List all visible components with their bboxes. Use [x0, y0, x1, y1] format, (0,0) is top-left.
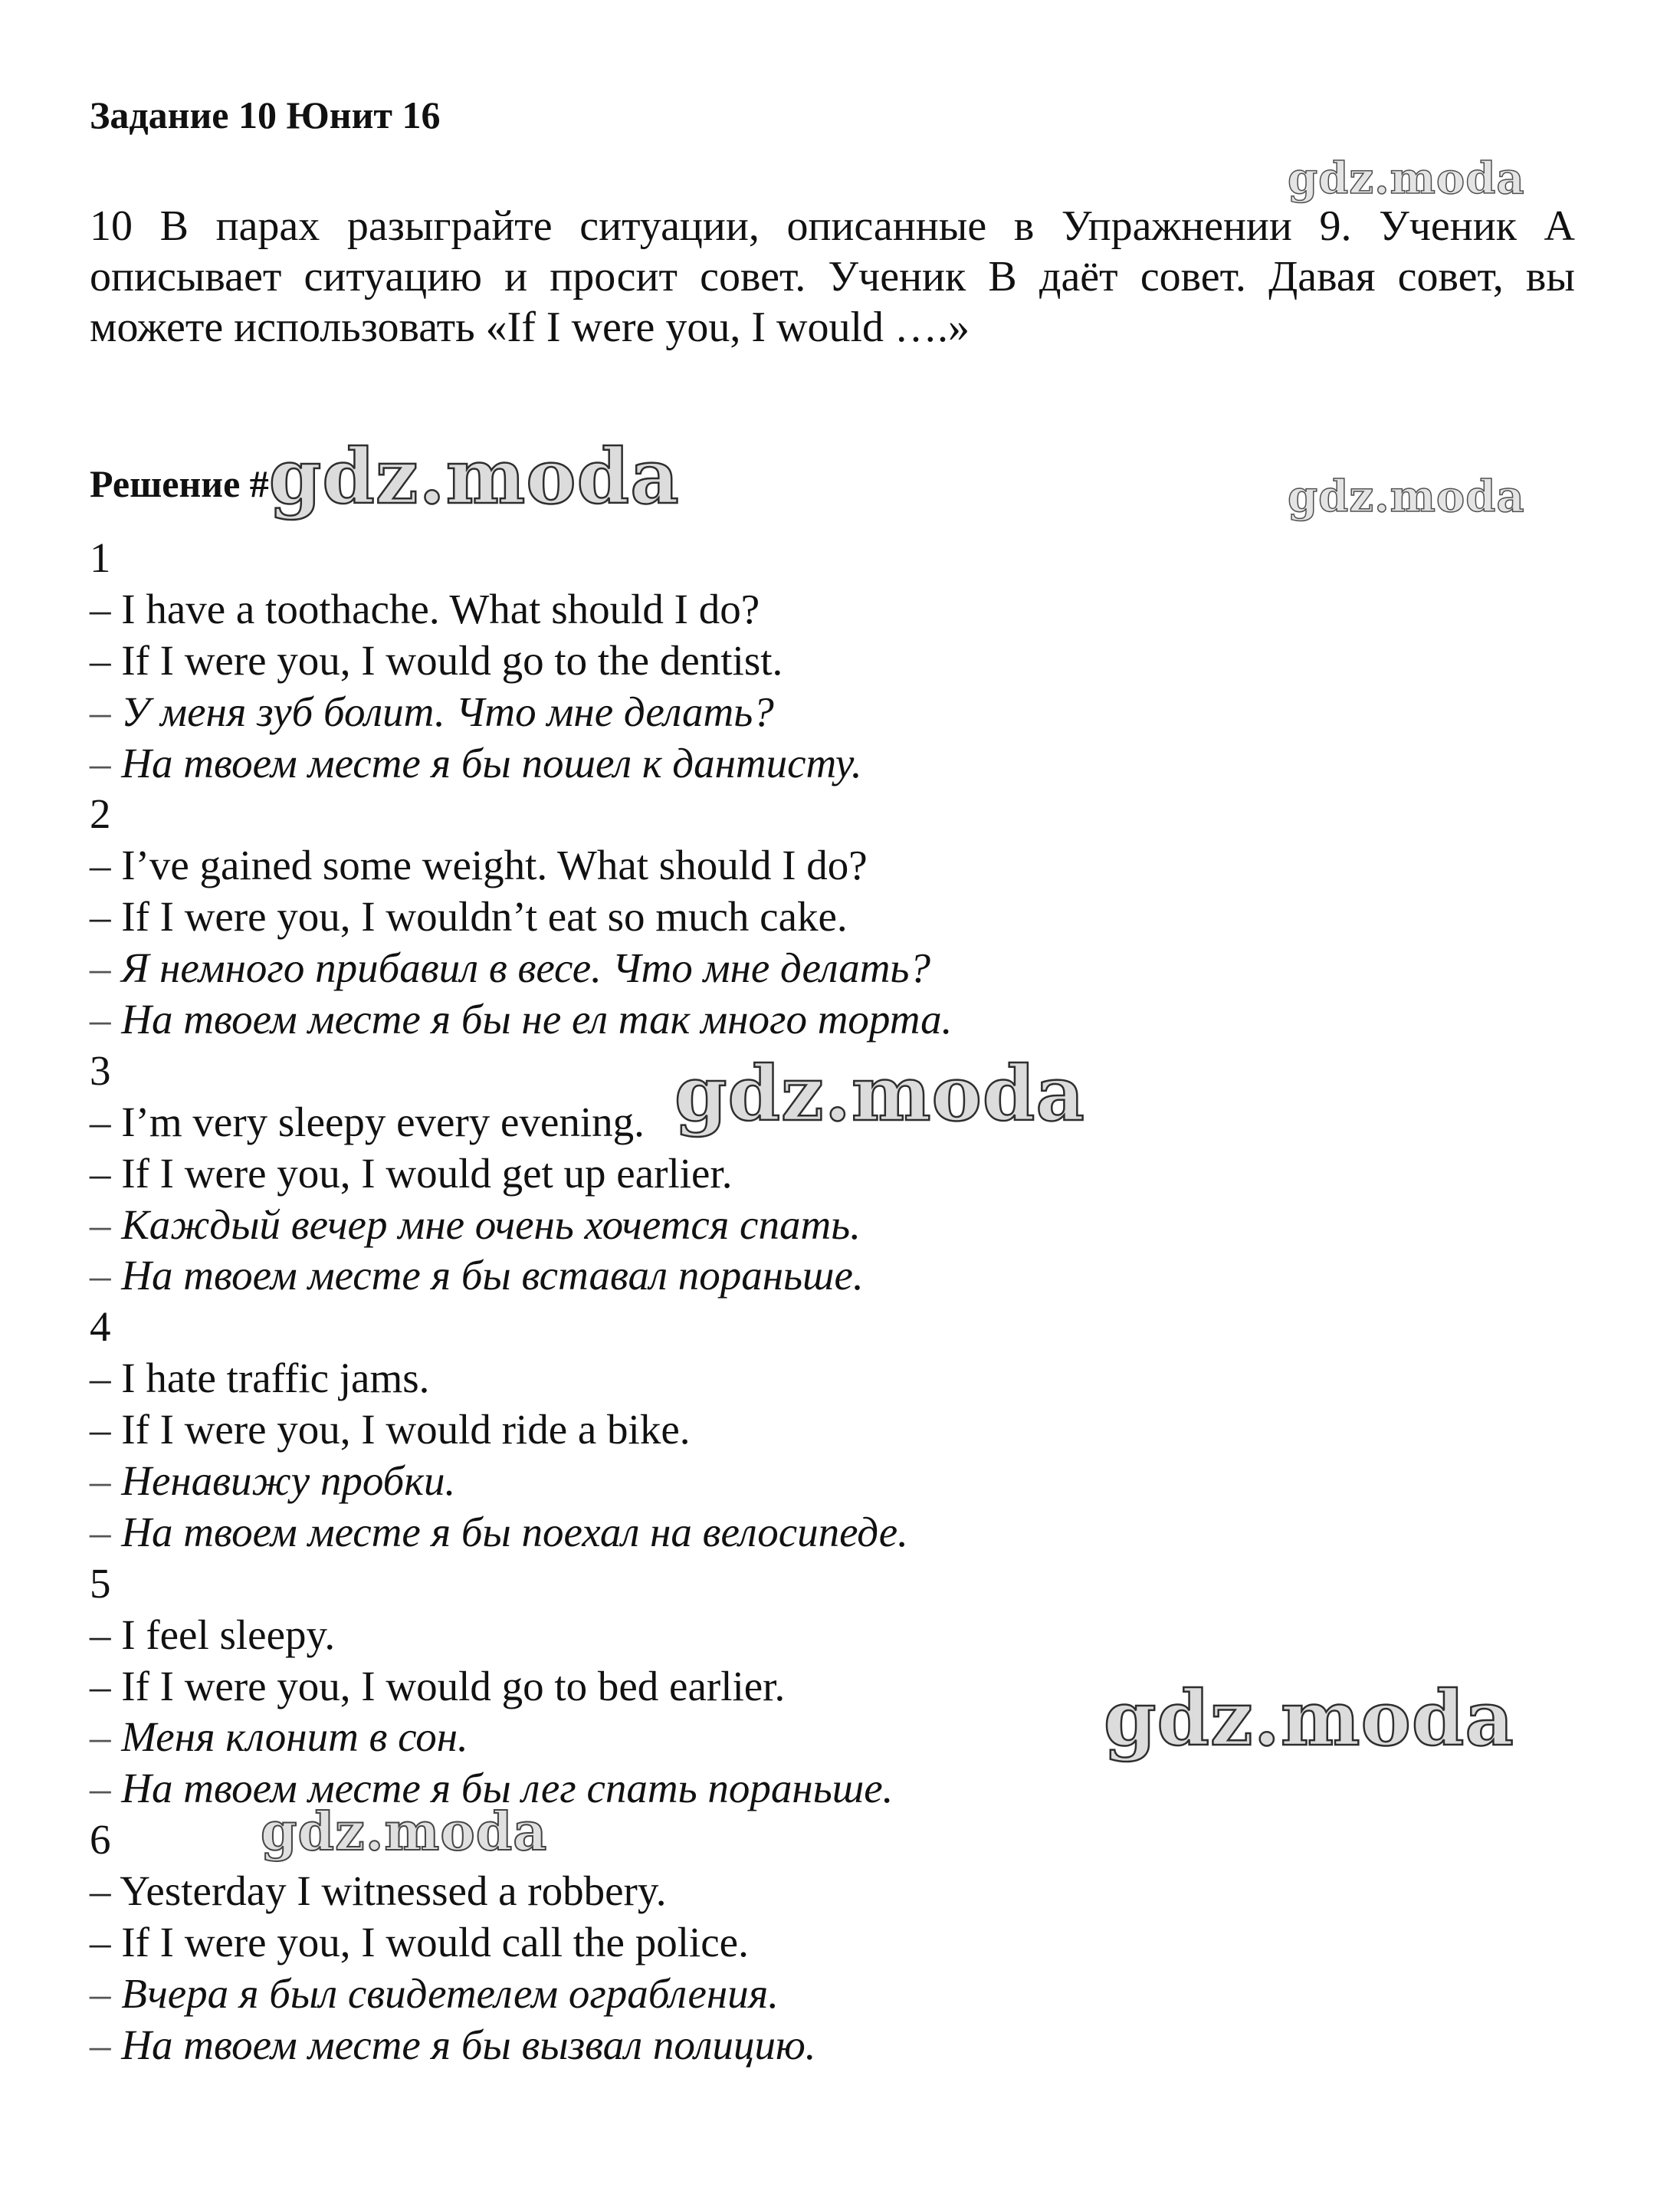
dialogue-text: I’ve gained some weight. What should I do?	[121, 842, 868, 889]
answer-number: 2	[90, 790, 111, 838]
dialogue-text: На твоем месте я бы не ел так много торта.	[121, 996, 953, 1043]
dialogue-text: На твоем месте я бы вызвал полицию.	[121, 2021, 816, 2068]
answer-line-translation	[90, 943, 1546, 994]
answer-number: 3	[90, 1046, 111, 1094]
answer-number: 6	[90, 1816, 111, 1864]
dialogue-dash: –	[90, 1355, 111, 1402]
dialogue-dash: –	[90, 1098, 111, 1145]
task-description	[90, 201, 1575, 353]
dialogue-text: Ненавижу пробки.	[121, 1457, 456, 1505]
dialogue-dash: –	[90, 1457, 111, 1505]
dialogue-dash: –	[90, 636, 111, 684]
page-title: Задание 10 Юнит 16	[90, 94, 441, 136]
answer-line-english	[90, 1353, 1546, 1404]
dialogue-text: I have a toothache. What should I do?	[121, 585, 760, 632]
dialogue-dash: –	[90, 1662, 111, 1709]
answer-line-translation	[90, 738, 1546, 790]
dialogue-dash: –	[90, 1252, 111, 1299]
answer-line-translation	[90, 1507, 1546, 1558]
watermark-logo: gdz.moda	[1288, 153, 1525, 204]
dialogue-dash: –	[90, 1149, 111, 1197]
dialogue-dash: –	[90, 1969, 111, 2017]
dialogue-text: На твоем месте я бы вставал пораньше.	[121, 1252, 864, 1299]
dialogue-dash: –	[90, 1713, 111, 1761]
answer-line-english	[90, 1917, 1546, 1969]
dialogue-text: If I were you, I would go to the dentist.	[121, 636, 783, 684]
dialogue-dash: –	[90, 1611, 111, 1658]
answer-line-translation	[90, 1250, 1546, 1302]
answer-line-english	[90, 635, 1546, 687]
dialogue-dash: –	[90, 996, 111, 1043]
dialogue-text: Yesterday I witnessed a robbery.	[120, 1867, 667, 1915]
dialogue-text: I feel sleepy.	[121, 1611, 336, 1658]
answer-line-translation	[90, 994, 1546, 1046]
watermark-logo: gdz.moda	[268, 433, 680, 521]
dialogue-text: Меня клонит в сон.	[121, 1713, 468, 1761]
dialogue-dash: –	[90, 842, 111, 889]
answer-line-english	[90, 840, 1546, 892]
dialogue-dash: –	[90, 1867, 111, 1915]
answer-line-english	[90, 1404, 1546, 1456]
dialogue-dash: –	[90, 1200, 111, 1248]
watermark-logo: gdz.moda	[1288, 471, 1525, 522]
task-line: описывает ситуацию и просит совет. Ученик В даёт совет. Давая совет, вы	[90, 253, 1575, 300]
dialogue-dash: –	[90, 1508, 111, 1555]
dialogue-dash: –	[90, 944, 111, 992]
watermark-logo: gdz.moda	[674, 1050, 1085, 1138]
watermark-logo: gdz.moda	[261, 1801, 548, 1863]
dialogue-dash: –	[90, 688, 111, 735]
solution-label-text: Решение #	[90, 462, 269, 505]
dialogue-text: I hate traffic jams.	[121, 1355, 430, 1402]
answer-line-translation	[90, 1969, 1546, 2020]
dialogue-dash: –	[90, 2021, 111, 2068]
answer-line-english	[90, 1148, 1546, 1200]
answer-line-translation	[90, 1200, 1546, 1251]
dialogue-text: If I were you, I would call the police.	[121, 1919, 749, 1966]
answer-line-english	[90, 1866, 1546, 1917]
answer-line-translation	[90, 1456, 1546, 1507]
dialogue-dash: –	[90, 1406, 111, 1453]
answer-line-english	[90, 1610, 1546, 1661]
dialogue-text: У меня зуб болит. Что мне делать?	[121, 688, 774, 735]
dialogue-text: If I were you, I wouldn’t eat so much cake.	[121, 893, 848, 941]
answer-line-translation	[90, 2020, 1546, 2071]
dialogue-dash: –	[90, 1919, 111, 1966]
dialogue-text: Я немного прибавил в весе. Что мне делать?	[121, 944, 930, 992]
watermark-logo: gdz.moda	[1104, 1675, 1514, 1763]
dialogue-text: If I were you, I would ride a bike.	[121, 1406, 691, 1453]
dialogue-text: Каждый вечер мне очень хочется спать.	[121, 1200, 861, 1248]
answer-number: 1	[90, 534, 111, 581]
dialogue-dash: –	[90, 585, 111, 632]
dialogue-text: If I were you, I would get up earlier.	[121, 1149, 733, 1197]
answer-line-english	[90, 584, 1546, 635]
task-line: 10 В парах разыграйте ситуации, описанные в Упражнении 9. Ученик А	[90, 202, 1575, 250]
answer-number: 4	[90, 1303, 111, 1351]
dialogue-text: If I were you, I would go to bed earlier.	[121, 1662, 786, 1709]
dialogue-text: На твоем месте я бы пошел к дантисту.	[121, 739, 862, 787]
dialogue-dash: –	[90, 739, 111, 787]
dialogue-text: I’m very sleepy every evening.	[121, 1098, 645, 1145]
answer-number: 5	[90, 1559, 111, 1607]
answer-line-english	[90, 892, 1546, 943]
dialogue-text: Вчера я был свидетелем ограбления.	[121, 1969, 779, 2017]
task-line: можете использовать «If I were you, I would ….»	[90, 304, 970, 351]
solution-label	[90, 433, 680, 521]
dialogue-text: На твоем месте я бы поехал на велосипеде.	[121, 1508, 908, 1555]
answer-line-translation	[90, 687, 1546, 738]
dialogue-dash: –	[90, 1765, 111, 1812]
dialogue-dash: –	[90, 893, 111, 941]
dialogue-text: На твоем месте я бы лег спать пораньше.	[121, 1765, 894, 1812]
